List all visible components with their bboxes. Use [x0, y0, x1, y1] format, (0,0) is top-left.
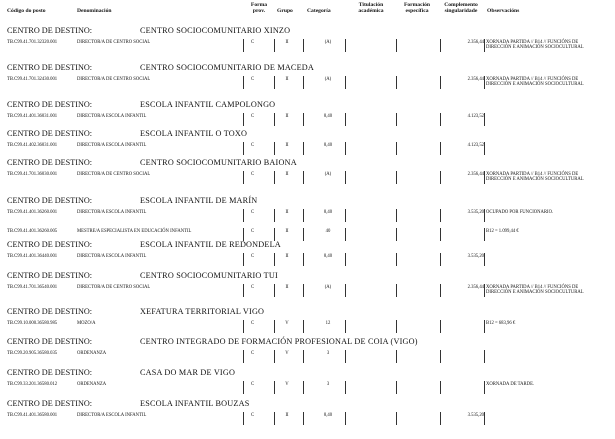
post-code: TB.C99.20.905.36580.035: [7, 351, 58, 356]
header-formacion-1: Formación: [403, 2, 431, 8]
column-divider: [345, 209, 346, 222]
denomination: DIRECTOR/A ESCOLA INFANTIL: [77, 413, 147, 418]
post-code: TB.C99.41.701.32320.001: [7, 40, 58, 45]
observacions-line-2: DIRECCIÓN E ANIMACIÓN SOCIOCULTURAL: [486, 290, 584, 295]
centro-name: ESCOLA INFANTIL DE REDONDELA: [140, 240, 281, 249]
column-divider: [345, 76, 346, 89]
categoria: 8,40: [323, 210, 333, 215]
column-divider: [484, 381, 485, 394]
column-divider: [440, 320, 441, 333]
grupo: II: [285, 229, 289, 234]
column-divider: [303, 381, 304, 394]
grupo: II: [285, 254, 289, 259]
centro-label: CENTRO DE DESTINO:: [7, 196, 93, 205]
grupo: II: [285, 143, 289, 148]
centro-name: CENTRO SOCIOCOMUNITARIO DE MACEDA: [140, 63, 315, 72]
denomination: MESTRE/A ESPECIALISTA EN EDUCACIÓN INFANTIL: [77, 229, 192, 234]
centro-name: ESCOLA INFANTIL BOUZAS: [140, 399, 250, 408]
categoria: 40: [325, 229, 331, 234]
column-divider: [396, 113, 397, 126]
centro-label: CENTRO DE DESTINO:: [7, 240, 93, 249]
column-divider: [303, 320, 304, 333]
grupo: II: [285, 40, 289, 45]
centro-label: CENTRO DE DESTINO:: [7, 368, 93, 377]
observacions-line-2: DIRECCIÓN E ANIMACIÓN SOCIOCULTURAL: [486, 82, 584, 87]
column-divider: [345, 320, 346, 333]
column-divider: [303, 253, 304, 266]
categoria: 3: [326, 382, 330, 387]
categoria: (A): [324, 77, 332, 82]
column-divider: [484, 228, 485, 241]
column-divider: [396, 142, 397, 155]
column-divider: [243, 113, 244, 126]
column-divider: [274, 209, 275, 222]
column-divider: [243, 209, 244, 222]
complemento: 4.123,52: [467, 143, 484, 148]
header-categoria: Categoría: [307, 8, 331, 14]
post-code: TB.C99.41.401.36260.005: [7, 229, 58, 234]
header-observacions: Observacións: [487, 8, 520, 14]
complemento: 2.356,44: [467, 285, 484, 290]
complemento: 2.356,44: [467, 77, 484, 82]
post-code: TB.C99.41.401.36031.001: [7, 114, 58, 119]
column-divider: [345, 171, 346, 184]
post-code: TB.C99.41.701.32430.001: [7, 77, 58, 82]
grupo: II: [285, 172, 289, 177]
column-divider: [274, 76, 275, 89]
forma-prov: C: [251, 413, 255, 418]
column-divider: [303, 228, 304, 241]
categoria: 8,40: [323, 114, 333, 119]
forma-prov: C: [251, 351, 255, 356]
column-divider: [303, 171, 304, 184]
column-divider: [396, 228, 397, 241]
forma-prov: C: [251, 229, 255, 234]
column-divider: [484, 253, 485, 266]
column-divider: [484, 113, 485, 126]
observacions-line-2: DIRECCIÓN E ANIMACIÓN SOCIOCULTURAL: [486, 177, 584, 182]
categoria: 12: [325, 321, 331, 326]
forma-prov: C: [251, 382, 255, 387]
denomination: DIRECTOR/A ESCOLA INFANTIL: [77, 210, 147, 215]
column-divider: [274, 39, 275, 52]
forma-prov: C: [251, 254, 255, 259]
forma-prov: C: [251, 114, 255, 119]
column-divider: [396, 284, 397, 297]
categoria: (A): [324, 285, 332, 290]
column-divider: [484, 142, 485, 155]
column-divider: [303, 39, 304, 52]
column-divider: [274, 171, 275, 184]
header-forma-2: prov.: [252, 8, 266, 14]
forma-prov: C: [251, 210, 255, 215]
header-denominacion: Denominación: [77, 8, 112, 14]
header-codigo: Código do posto: [7, 8, 46, 14]
header-complemento-1: Complemento: [444, 2, 478, 8]
forma-prov: C: [251, 321, 255, 326]
column-divider: [396, 320, 397, 333]
column-divider: [303, 113, 304, 126]
column-divider: [345, 284, 346, 297]
header-titulacion-2: académica: [358, 8, 384, 14]
grupo: II: [285, 285, 289, 290]
column-divider: [243, 39, 244, 52]
centro-name: ESCOLA INFANTIL O TOXO: [140, 129, 248, 138]
column-divider: [274, 142, 275, 155]
centro-label: CENTRO DE DESTINO:: [7, 399, 93, 408]
forma-prov: C: [251, 143, 255, 148]
categoria: 8,40: [323, 413, 333, 418]
observacions-line-1: B12 = 1.099,44 €: [486, 229, 519, 234]
column-divider: [440, 381, 441, 394]
column-divider: [396, 171, 397, 184]
denomination: DIRECTOR/A ESCOLA INFANTIL: [77, 114, 147, 119]
post-code: TB.C99.41.401.36260.001: [7, 210, 58, 215]
observacions-line-1: XORNADA PARTIDA // B14 // FUNCIÓNS DE: [486, 172, 579, 177]
column-divider: [274, 412, 275, 425]
column-divider: [484, 39, 485, 52]
complemento: 3.535,20: [467, 210, 484, 215]
observacions-line-2: DIRECCIÓN E ANIMACIÓN SOCIOCULTURAL: [486, 45, 584, 50]
observacions-line-1: XORNADA PARTIDA // B14 // FUNCIÓNS DE: [486, 77, 579, 82]
grupo: II: [285, 413, 289, 418]
column-divider: [396, 39, 397, 52]
column-divider: [484, 412, 485, 425]
column-divider: [274, 320, 275, 333]
column-divider: [243, 76, 244, 89]
denomination: DIRECTOR/A DE CENTRO SOCIAL: [77, 77, 151, 82]
column-divider: [440, 228, 441, 241]
categoria: 8,40: [323, 254, 333, 259]
column-divider: [274, 113, 275, 126]
centro-label: CENTRO DE DESTINO:: [7, 100, 93, 109]
column-divider: [274, 284, 275, 297]
denomination: MOZO/A: [77, 321, 96, 326]
column-divider: [243, 381, 244, 394]
denomination: ORDENANZA: [77, 351, 107, 356]
centro-label: CENTRO DE DESTINO:: [7, 158, 93, 167]
centro-name: XEFATURA TERRITORIAL VIGO: [140, 307, 265, 316]
denomination: DIRECTOR/A DE CENTRO SOCIAL: [77, 172, 151, 177]
observacions-line-1: B12 = 683,96 €: [486, 321, 516, 326]
post-code: TB.C99.41.401.36440.001: [7, 254, 58, 259]
header-grupo: Grupo: [277, 8, 293, 14]
grupo: V: [285, 351, 289, 356]
column-divider: [303, 76, 304, 89]
complemento: 2.356,44: [467, 172, 484, 177]
post-code: TB.C99.10.000.36580.985: [7, 321, 58, 326]
observacions-line-1: XORNADA DE TARDE.: [486, 382, 535, 387]
column-divider: [345, 253, 346, 266]
forma-prov: C: [251, 77, 255, 82]
column-divider: [484, 209, 485, 222]
column-divider: [345, 381, 346, 394]
centro-label: CENTRO DE DESTINO:: [7, 26, 93, 35]
denomination: DIRECTOR/A ESCOLA INFANTIL: [77, 254, 147, 259]
column-divider: [345, 412, 346, 425]
centro-label: CENTRO DE DESTINO:: [7, 63, 93, 72]
column-divider: [243, 350, 244, 363]
column-divider: [303, 412, 304, 425]
column-divider: [345, 39, 346, 52]
centro-label: CENTRO DE DESTINO:: [7, 307, 93, 316]
complemento: 3.535,20: [467, 254, 484, 259]
header-complemento-2: singularidade: [444, 8, 478, 14]
centro-name: CENTRO SOCIOCOMUNITARIO TUI: [140, 271, 278, 280]
complemento: 2.356,44: [467, 40, 484, 45]
header-titulacion-1: Titulación: [358, 2, 384, 8]
column-divider: [396, 350, 397, 363]
column-divider: [345, 142, 346, 155]
column-divider: [484, 350, 485, 363]
column-divider: [303, 209, 304, 222]
column-divider: [243, 320, 244, 333]
column-divider: [303, 142, 304, 155]
categoria: 8,40: [323, 143, 333, 148]
centro-name: CENTRO SOCIOCOMUNITARIO BAIONA: [140, 158, 297, 167]
grupo: II: [285, 210, 289, 215]
centro-name: CENTRO SOCIOCOMUNITARIO XINZO: [140, 26, 291, 35]
categoria: (A): [324, 172, 332, 177]
column-divider: [484, 320, 485, 333]
categoria: (A): [324, 40, 332, 45]
grupo: II: [285, 114, 289, 119]
denomination: DIRECTOR/A DE CENTRO SOCIAL: [77, 285, 151, 290]
column-divider: [396, 412, 397, 425]
column-divider: [484, 76, 485, 89]
column-divider: [345, 228, 346, 241]
denomination: DIRECTOR/A ESCOLA INFANTIL: [77, 143, 147, 148]
complemento: 3.535,20: [467, 413, 484, 418]
grupo: V: [285, 321, 289, 326]
centro-name: ESCOLA INFANTIL DE MARÍN: [140, 196, 258, 205]
forma-prov: C: [251, 172, 255, 177]
column-divider: [243, 253, 244, 266]
post-code: TB.C99.41.701.36030.001: [7, 172, 58, 177]
column-divider: [484, 284, 485, 297]
column-divider: [396, 381, 397, 394]
column-divider: [274, 381, 275, 394]
denomination: DIRECTOR/A DE CENTRO SOCIAL: [77, 40, 151, 45]
column-divider: [396, 253, 397, 266]
column-divider: [243, 171, 244, 184]
centro-name: ESCOLA INFANTIL CAMPOLONGO: [140, 100, 276, 109]
centro-name: CASA DO MAR DE VIGO: [140, 368, 236, 377]
column-divider: [303, 350, 304, 363]
post-code: TB.C99.33.201.36580.012: [7, 382, 58, 387]
centro-label: CENTRO DE DESTINO:: [7, 129, 93, 138]
grupo: V: [285, 382, 289, 387]
observacions-line-1: OCUPADO POR FUNCIONARIO.: [486, 210, 554, 215]
header-formacion-2: específica: [405, 8, 429, 14]
header-forma-1: Forma: [250, 2, 268, 8]
categoria: 3: [326, 351, 330, 356]
column-divider: [396, 76, 397, 89]
column-divider: [274, 253, 275, 266]
observacions-line-1: XORNADA PARTIDA // B14 // FUNCIÓNS DE: [486, 40, 579, 45]
denomination: ORDENANZA: [77, 382, 107, 387]
column-divider: [345, 350, 346, 363]
column-divider: [243, 412, 244, 425]
column-divider: [484, 171, 485, 184]
observacions-line-1: XORNADA PARTIDA // B14 // FUNCIÓNS DE: [486, 285, 579, 290]
column-divider: [243, 284, 244, 297]
post-code: TB.C99.41.701.36540.001: [7, 285, 58, 290]
column-divider: [345, 113, 346, 126]
post-code: TB.C99.41.402.36031.001: [7, 143, 58, 148]
column-divider: [303, 284, 304, 297]
column-divider: [274, 350, 275, 363]
centro-label: CENTRO DE DESTINO:: [7, 337, 93, 346]
centro-name: CENTRO INTEGRADO DE FORMACIÓN PROFESIONAL DE COIA (VIGO): [140, 337, 418, 346]
complemento: 4.123,52: [467, 114, 484, 119]
forma-prov: C: [251, 285, 255, 290]
column-divider: [243, 142, 244, 155]
centro-label: CENTRO DE DESTINO:: [7, 271, 93, 280]
column-divider: [440, 350, 441, 363]
grupo: II: [285, 77, 289, 82]
post-code: TB.C99.41.401.36580.001: [7, 413, 58, 418]
forma-prov: C: [251, 40, 255, 45]
column-divider: [396, 209, 397, 222]
